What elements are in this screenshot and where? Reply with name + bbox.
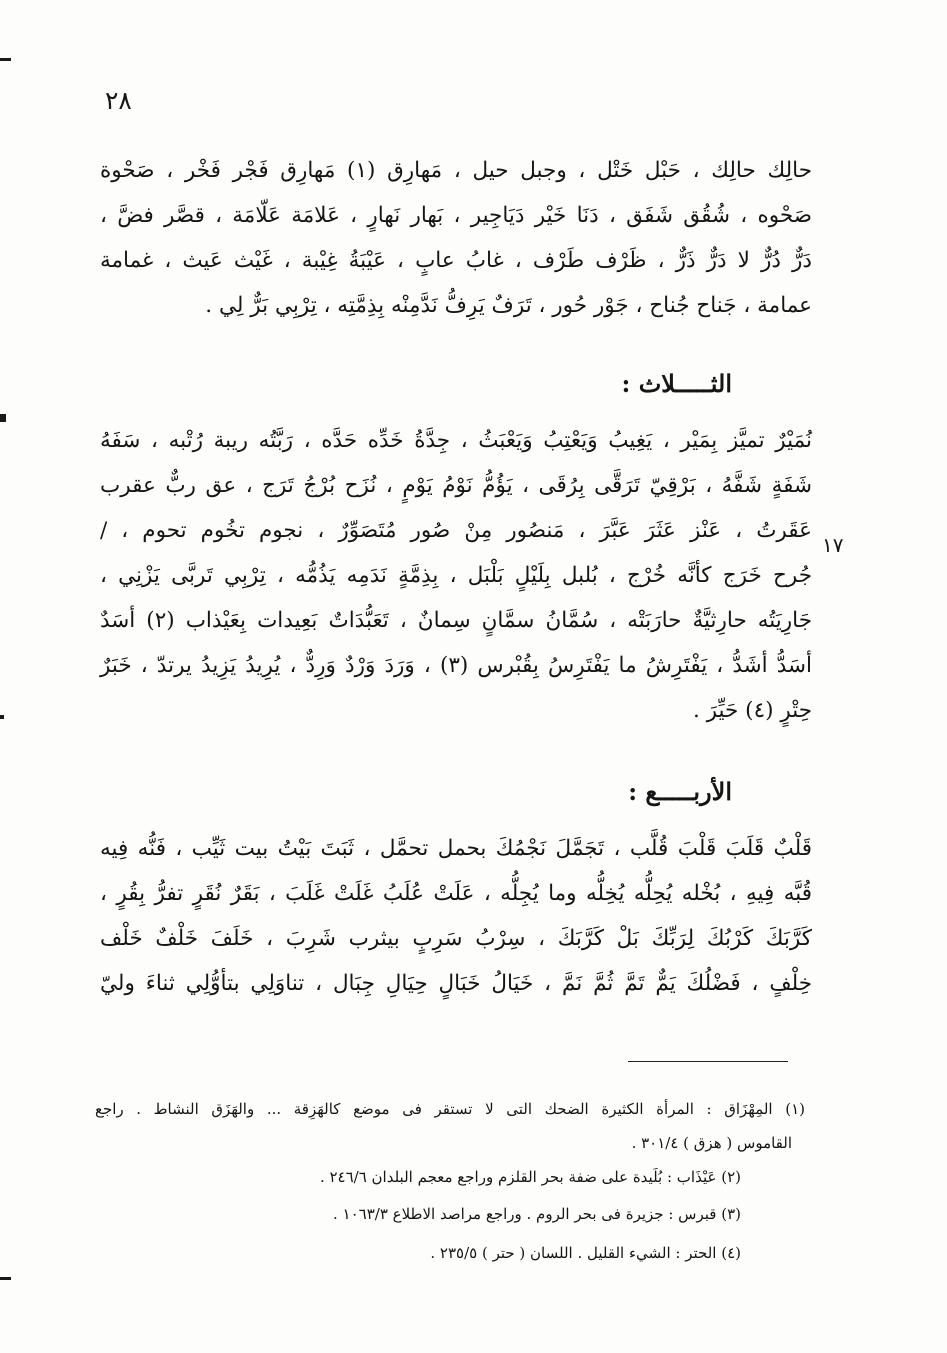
text-line: قَلْبٌ قَلَبَ قَلْبَ قُلَّب ، تَجَمَّلَ نَجْمُكَ بحمل تحمَّل ، ثَبَتَ بَيْتُ بيت ثَيِّب ، فَنُّه فِيه xyxy=(100,836,812,861)
text-line: حالِك حالِك ، حَبْل خَتْل ، وجبل حيل ، مَهارِق (١) مَهارِق فَجْر فَخْر ، صَحْوة xyxy=(100,158,812,183)
paragraph-four xyxy=(100,826,812,1006)
paragraph-three xyxy=(100,418,812,733)
text-line: دَرٌّ دُرٌّ لا دَرٌّ ذَرٌّ ، ظَرْف طَرْف ، غابُ عابٍ ، عَيْبَةُ غِيْبة ، غَيْث عَيث ، غمامة xyxy=(100,248,812,273)
text-line: جُرح خَرَج كأنَّه خُرْج ، بُلبل بِلَيْلٍ بَلْبَل ، بِذِمَّةٍ نَدَمِه يَذُمُّه ، تِرْبِي تَربَّى يَزْنِي ، xyxy=(100,563,812,588)
text-line: صَحْوه ، شُقُق شَفَق ، دَنَا خَيْر دَيَاجِير ، بَهار نَهارٍ ، عَلامَة عَلّامَة ، قصَّر فضَّ ، xyxy=(100,203,812,228)
paragraph-continuation xyxy=(100,148,812,328)
footnote-1-continued: القاموس ( هزق ) ٣٠١/٤ . xyxy=(631,1134,792,1152)
section-heading-four: الأربـــــع : xyxy=(628,777,732,806)
text-line: خِلْفٍ ، فَضْلُكَ يَمٌّ تَمَّ ثُمَّ نَمَّ ، خَيَالُ خَبَالٍ حِيَالِ جِبَال ، تناوَلِي بتأوُّلِي ثناءَ وليّ xyxy=(100,971,812,996)
text-line: قُبَّه فِيهِ ، بُخْله يُحِلُّه يُخِلُّه وما يُجِلُّه ، عَلَتْ عُلَبُ غَلَتْ غَلَبَ ، بَقَرٌ نُقَرٍ تفرُّ بِقُرٍ ، xyxy=(100,881,812,906)
text-line: نُمَيْرٌ تميَّز بِمَيْر ، يَغِيبُ وَيَعْتِبُ وَيَعْبَثُ ، جِدَّةُ خَدِّه حَدَّه ، رَبَّتُه ريبة رُتْبه ، سَفَهُ xyxy=(100,428,812,453)
footnote-separator xyxy=(628,1061,788,1062)
binding-mark-lower xyxy=(0,715,4,719)
binding-mark-top xyxy=(0,58,11,61)
page-number: ٢٨ xyxy=(105,86,132,115)
margin-line-number: ١٧ xyxy=(822,533,844,557)
binding-mark-bottom xyxy=(0,1277,11,1280)
text-line: جَارِيَتُه حارِثيَّةٌ حارَبَتْه ، سُمَّانُ سمَّانٍ سِمانٌ ، تَعَبُّدَاتٌ بَعِيدات بِعَيْذاب (٢) أسَدٌ xyxy=(100,608,812,633)
text-line: شَفَةٍ شَفَّهُ ، بَرْقِيّ تَرَقَّى بِرُقَى ، يَؤُمُّ نَوْمُ يَوْمٍ ، نُزَح بُرْجُ تَرَج ، عق ربٌّ عقرب xyxy=(100,473,812,498)
text-line: أسَدُّ أشَدُّ ، يَفْتَرِشُ ما يَفْتَرِسُ بِقُبْرس (٣) ، وَرَدَ وَرْدٌ وَرِدٌّ ، يُرِيدُ يَزِيدُ يرتدّ ، خَبَرٌ xyxy=(100,653,812,678)
footnote-1: (١) المِهْزَاق : المرأة الكثيرة الضحك التى لا تستقر فى موضع كالهَزِقة ... والهَزَق النشاط . راجع xyxy=(95,1100,805,1118)
binding-mark-middle xyxy=(0,414,6,422)
text-line: عمامة ، جَناح جُناح ، جَوْر حُور ، تَرَفٌ يَرِفُّ نَدَّمِنْه بِذِمَّتِه ، تِرْبِي بَرٌّ لِي . xyxy=(205,293,812,318)
footnote-4: (٤) الحتر : الشيء القليل . اللسان ( حتر ) ٢٣٥/٥ . xyxy=(430,1244,741,1262)
section-heading-three: الثـــــلاث : xyxy=(621,369,732,398)
footnote-3: (٣) قبرس : جزيرة فى بحر الروم . وراجع مراصد الاطلاع ١٠٦٣/٣ . xyxy=(333,1205,741,1223)
text-line: حِتْرٍ (٤) حَيِّرَ . xyxy=(693,698,812,723)
footnote-2: (٢) عَيْذَاب : بُلَيدة على ضفة بحر القلزم وراجع معجم البلدان ٢٤٦/٦ . xyxy=(319,1168,741,1186)
text-line: كَرَّبَكَ كَرْبُكَ لِرَبِّكَ بَلْ كَرَّبَكَ ، سِرْبُ سَرِبٍ بيثرب شَرِبَ ، خَلَفَ خَلْفٌ خَلْف xyxy=(100,926,812,951)
text-line: عَقَرتُ ، عَنْز عَثَرَ عَبَّرَ ، مَنصُور مِنْ صُور مُتَصَوِّرٌ ، نجوم تخُوم تحوم ، / xyxy=(100,518,812,543)
